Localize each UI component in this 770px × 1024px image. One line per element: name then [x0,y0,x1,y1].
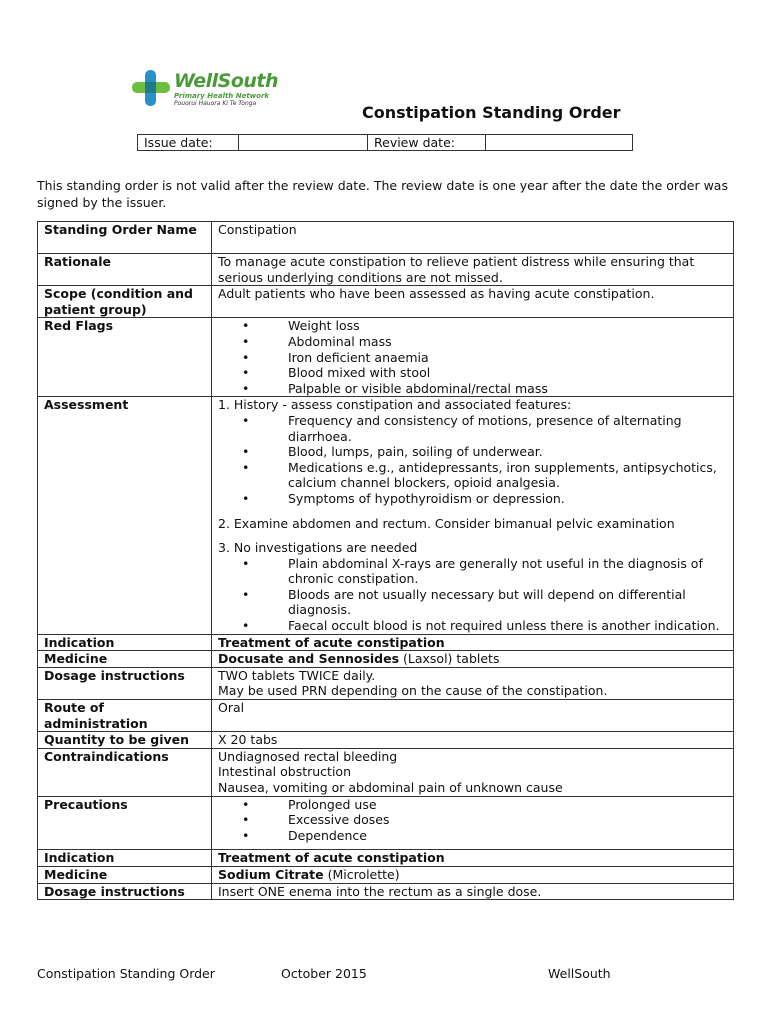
table-row [38,866,734,883]
red-flags-list [218,318,729,396]
footer-title: Constipation Standing Order [37,966,215,981]
row-value: Treatment of acute constipation [212,850,734,867]
list-item: • Iron deficient anaemia [218,350,729,366]
row-value [212,796,734,850]
row-value: To manage acute constipation to relieve patient distress while ensuring that serious underlying conditions are not missed. [212,254,734,286]
investigations-list [218,556,729,634]
wellsouth-logo [130,68,290,112]
logo-tagline: Primary Health Network [174,92,270,100]
issue-date-value [239,135,368,151]
review-date-value [486,135,633,151]
row-label: Standing Order Name [38,222,212,254]
assessment-heading: 1. History - assess constipation and associated features: [218,397,572,413]
row-label: Quantity to be given [38,732,212,749]
row-value [212,397,734,634]
row-label: Route of administration [38,700,212,732]
list-item: • Plain abdominal X-rays are generally not useful in the diagnosis of chronic constipation. [218,556,729,587]
footer-date: October 2015 [281,966,367,981]
table-row [38,700,734,732]
review-date-label: Review date: [368,135,486,151]
row-value: Constipation [212,222,734,254]
table-row [38,318,734,397]
list-item: • Frequency and consistency of motions, presence of alternating diarrhoea. [218,413,729,444]
row-value [212,651,734,668]
list-item: • Medications e.g., antidepressants, iron supplements, antipsychotics, calcium channel blockers, opioid analgesia. [218,460,729,491]
standing-order-table [37,221,734,900]
row-value [212,748,734,796]
row-label: Rationale [38,254,212,286]
row-value [212,318,734,397]
table-row [38,748,734,796]
list-item: • Weight loss [218,318,729,334]
row-label: Dosage instructions [38,667,212,699]
list-item: • Symptoms of hypothyroidism or depression. [218,491,729,507]
table-row [38,796,734,850]
row-value [212,866,734,883]
list-item: • Bloods are not usually necessary but will depend on differential diagnosis. [218,587,729,618]
row-value: Treatment of acute constipation [212,634,734,651]
issue-date-label: Issue date: [138,135,239,151]
history-list [218,413,729,507]
table-row [38,634,734,651]
footer-org: WellSouth [548,966,611,981]
table-row [38,651,734,668]
validity-note: This standing order is not valid after the review date. The review date is one year after the date the order was signed by the issuer. [37,178,728,210]
row-label: Indication [38,634,212,651]
row-label: Medicine [38,651,212,668]
row-value [212,667,734,699]
table-row [38,286,734,318]
table-row [38,667,734,699]
table-row [38,254,734,286]
list-item: • Blood mixed with stool [218,365,729,381]
assessment-heading: 3. No investigations are needed [218,540,418,556]
row-label: Red Flags [38,318,212,397]
logo-subtagline: Pouorui Hauora Ki Te Tonga [174,100,257,107]
table-row [38,850,734,867]
row-label: Indication [38,850,212,867]
row-label: Precautions [38,796,212,850]
precautions-list [218,797,729,844]
table-row [38,222,734,254]
contraindication-line: Nausea, vomiting or abdominal pain of unknown cause [218,780,563,795]
list-item: • Prolonged use [218,797,729,813]
assessment-heading: 2. Examine abdomen and rectum. Consider bimanual pelvic examination [218,515,675,531]
row-label: Medicine [38,866,212,883]
dosage-line: May be used PRN depending on the cause of the constipation. [218,683,608,699]
row-value: Oral [212,700,734,732]
list-item: • Dependence [218,828,729,844]
list-item: • Blood, lumps, pain, soiling of underwear. [218,444,729,460]
medicine-name: Docusate and Sennosides [218,651,400,667]
table-row [38,397,734,634]
dosage-line: TWO tablets TWICE daily. [218,667,376,683]
contraindication-line: Intestinal obstruction [218,764,351,780]
dates-table [137,134,633,151]
medicine-form: (Laxsol) tablets [399,651,500,667]
row-value: X 20 tabs [212,732,734,749]
row-label: Dosage instructions [38,883,212,900]
medicine-name: Sodium Citrate [218,866,324,882]
list-item: • Faecal occult blood is not required unless there is another indication. [218,618,729,634]
document-title: Constipation Standing Order [362,103,621,122]
row-value: Adult patients who have been assessed as having acute constipation. [212,286,734,318]
list-item: • Abdominal mass [218,334,729,350]
logo-brand: WellSouth [174,70,279,92]
cross-logo-icon [130,68,172,108]
row-label: Scope (condition and patient group) [38,286,212,318]
row-label: Contraindications [38,748,212,796]
table-row [38,732,734,749]
list-item: • Palpable or visible abdominal/rectal mass [218,381,729,397]
row-label: Assessment [38,397,212,634]
contraindication-line: Undiagnosed rectal bleeding [218,748,398,764]
medicine-form: (Microlette) [323,866,400,882]
row-value: Insert ONE enema into the rectum as a single dose. [212,883,734,900]
list-item: • Excessive doses [218,812,729,828]
table-row [38,883,734,900]
